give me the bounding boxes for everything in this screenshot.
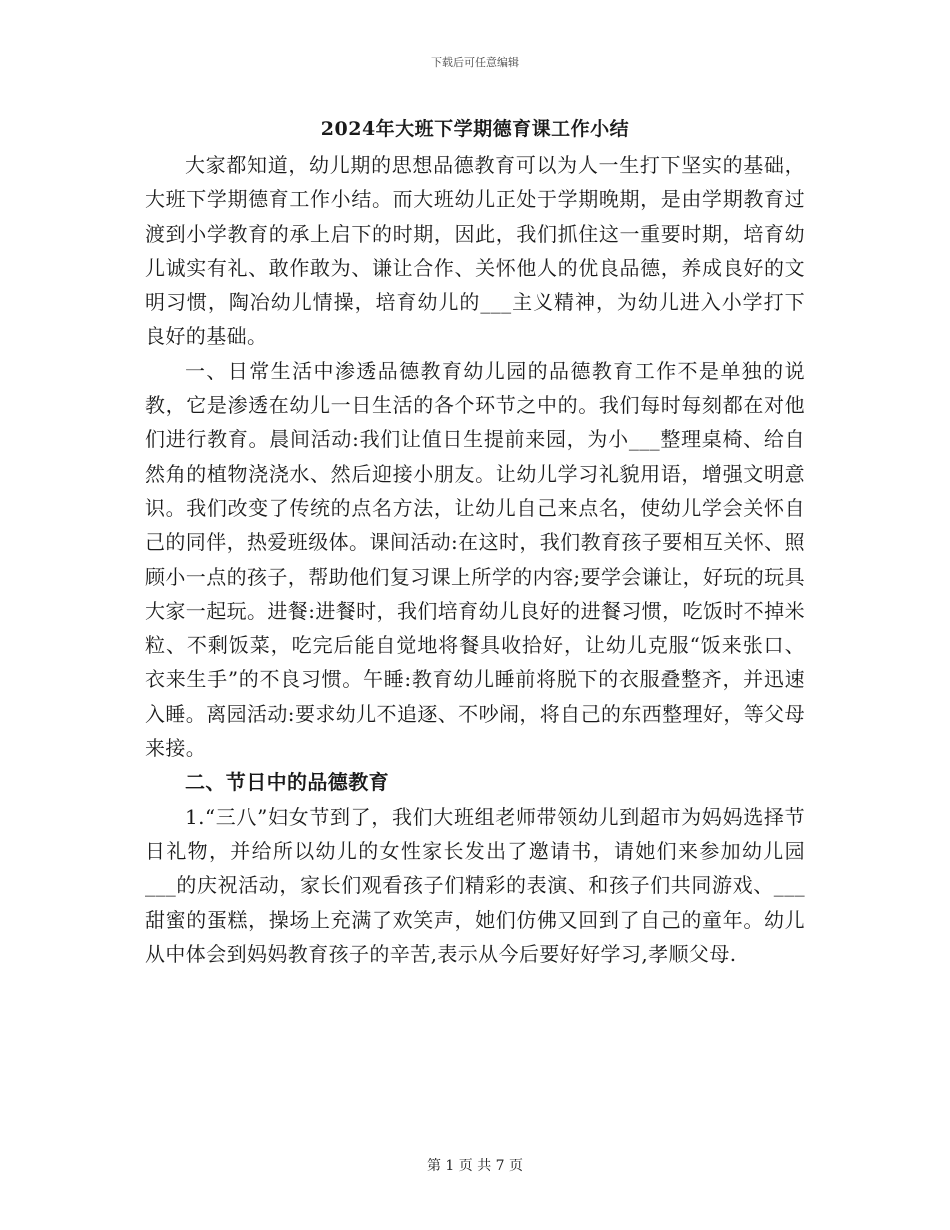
document-body	[145, 148, 805, 971]
intro-paragraph: 大家都知道，幼儿期的思想品德教育可以为人一生打下坚实的基础，大班下学期德育工作小结。而大班幼儿正处于学期晚期，是由学期教育过渡到小学教育的承上启下的时期，因此，我们抓住这一重要时期，培育幼儿诚实有礼、敢作敢为、谦让合作、关怀他人的优良品德，养成良好的文明习惯，陶冶幼儿情操，培育幼儿的___主义精神，为幼儿进入小学打下良好的基础。	[145, 153, 805, 349]
download-note: 下载后可任意编辑	[431, 56, 519, 69]
daily-life-paragraph: 一、日常生活中渗透品德教育幼儿园的品德教育工作不是单独的说教，它是渗透在幼儿一日生活的各个环节之中的。我们每时每刻都在对他们进行教育。晨间活动:我们让值日生提前来园，为小___整理桌椅、给自然角的植物浇浇水、然后迎接小朋友。让幼儿学习礼貌用语，增强文明意识。我们改变了传统的点名方法，让幼儿自己来点名，使幼儿学会关怀自己的同伴，热爱班级体。课间活动:在这时，我们教育孩子要相互关怀、照顾小一点的孩子，帮助他们复习课上所学的内容;要学会谦让，好玩的玩具大家一起玩。进餐:进餐时，我们培育幼儿良好的进餐习惯，吃饭时不掉米粒、不剩饭菜，吃完后能自觉地将餐具收拾好，让幼儿克服“饭来张口、衣来生手”的不良习惯。午睡:教育幼儿睡前将脱下的衣服叠整齐，并迅速入睡。离园活动:要求幼儿不追逐、不吵闹，将自己的东西整理好，等父母来接。	[145, 358, 805, 761]
section-heading: 二、节日中的品德教育	[185, 770, 389, 795]
document-title: 2024年大班下学期德育课工作小结	[320, 118, 630, 140]
festival-paragraph: 1.“三八”妇女节到了，我们大班组老师带领幼儿到超市为妈妈选择节日礼物，并给所以幼儿的女性家长发出了邀请书，请她们来参加幼儿园___的庆祝活动，家长们观看孩子们精彩的表演、和孩子们共同游戏、___甜蜜的蛋糕，操场上充满了欢笑声，她们仿佛又回到了自己的童年。幼儿从中体会到妈妈教育孩子的辛苦,表示从今后要好好学习,孝顺父母.	[145, 804, 805, 966]
page-number: 第 1 页 共 7 页	[426, 1158, 524, 1174]
